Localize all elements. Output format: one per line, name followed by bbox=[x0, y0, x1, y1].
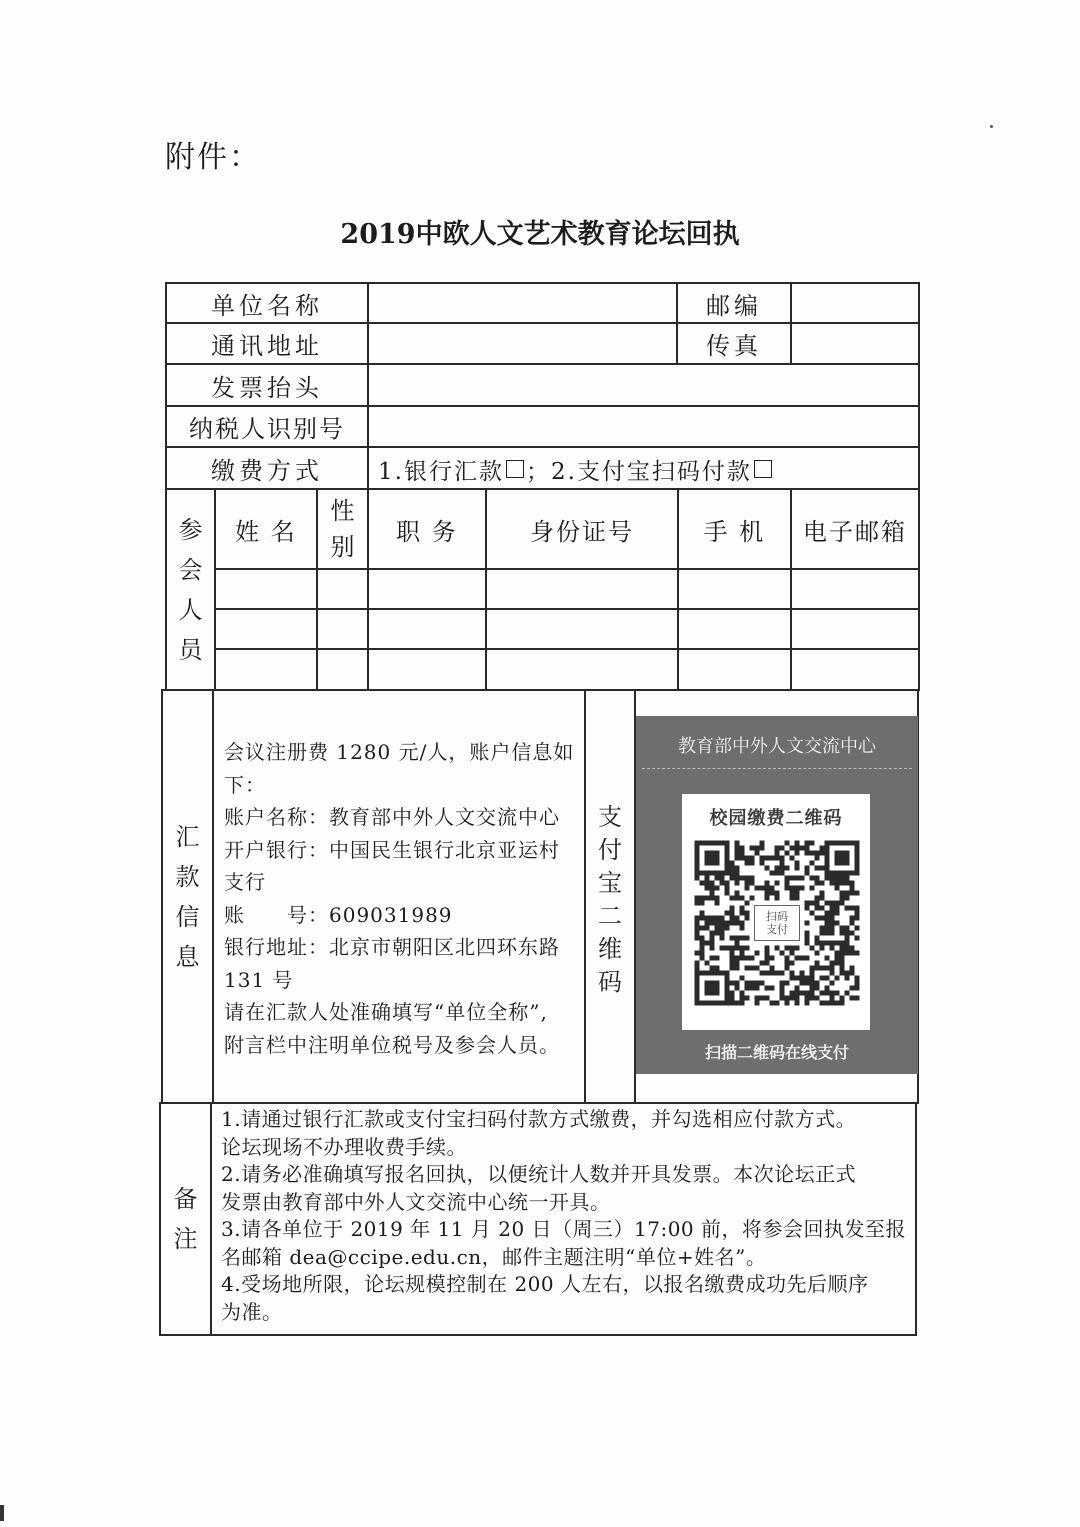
header-position: 职 务 bbox=[396, 517, 458, 546]
note-line: 4.受场地所限，论坛规模控制在 200 人左右，以报名缴费成功先后顺序 bbox=[221, 1272, 869, 1296]
payment-options bbox=[378, 449, 774, 489]
remittance-line: 支行 bbox=[224, 870, 266, 894]
note-line: 名邮箱 dea@ccipe.edu.cn，邮件主题注明“单位+姓名”。 bbox=[221, 1244, 767, 1269]
scan-speck bbox=[990, 125, 993, 128]
form-title: 2019中欧人文艺术教育论坛回执 bbox=[340, 219, 740, 250]
postcode-field[interactable] bbox=[792, 284, 918, 322]
table-border-right bbox=[918, 282, 920, 690]
table-rule bbox=[214, 568, 920, 570]
table-rule bbox=[214, 608, 920, 610]
table-rule bbox=[163, 689, 920, 691]
note-line: 3.请各单位于 2019 年 11 月 20 日（周三）17:00 前，将参会回执发至报 bbox=[221, 1217, 907, 1241]
attachment-label: 附件： bbox=[165, 140, 261, 175]
address-label: 通讯地址 bbox=[211, 332, 323, 360]
postcode-label: 邮编 bbox=[706, 291, 762, 320]
fax-label: 传真 bbox=[706, 332, 762, 360]
qr-panel-header: 教育部中外人文交流中心 bbox=[678, 736, 876, 757]
note-line: 发票由教育部中外人文交流中心统一开具。 bbox=[221, 1189, 611, 1214]
table-rule bbox=[161, 1102, 919, 1104]
qr-panel-footer: 扫描二维码在线支付 bbox=[704, 1043, 849, 1062]
bank-transfer-checkbox[interactable] bbox=[506, 460, 524, 478]
qr-panel-divider bbox=[642, 768, 912, 769]
unit-name-field[interactable] bbox=[369, 284, 676, 322]
remittance-line: 会议注册费 1280 元/人，账户信息如 bbox=[224, 740, 575, 764]
note-line: 为准。 bbox=[221, 1299, 283, 1324]
remittance-line: 请在汇款人处准确填写“单位全称”, bbox=[224, 1000, 548, 1024]
address-field[interactable] bbox=[369, 324, 676, 363]
remittance-line: 下： bbox=[224, 772, 266, 797]
remittance-line: 131 号 bbox=[224, 967, 294, 992]
qr-code-icon[interactable] bbox=[694, 838, 860, 1008]
scan-edge-mark bbox=[0, 1505, 4, 1521]
fax-field[interactable] bbox=[792, 324, 918, 363]
remittance-line: 开户银行：中国民生银行北京亚运村 bbox=[224, 837, 560, 862]
table-border-bottom bbox=[159, 1334, 917, 1336]
remittance-line: 账 号：609031989 bbox=[224, 902, 453, 927]
remittance-info bbox=[224, 736, 576, 1061]
payment-separator: ； bbox=[525, 458, 551, 485]
note-line: 论坛现场不办理收费手续。 bbox=[221, 1134, 467, 1159]
remittance-group-label: 汇 款 信 息 bbox=[175, 822, 200, 971]
attendees-group-label: 参 会 人 员 bbox=[178, 515, 203, 664]
header-id-number: 身份证号 bbox=[530, 517, 634, 546]
taxpayer-id-field[interactable] bbox=[369, 407, 918, 446]
invoice-title-field[interactable] bbox=[369, 365, 918, 405]
taxpayer-id-label: 纳税人识别号 bbox=[189, 415, 345, 443]
qr-center-text: 支付 bbox=[766, 923, 788, 936]
qr-card bbox=[682, 794, 870, 1030]
header-name: 姓 名 bbox=[235, 517, 297, 546]
qr-card-title: 校园缴费二维码 bbox=[709, 808, 843, 829]
remittance-line: 附言栏中注明单位税号及参会人员。 bbox=[224, 1032, 560, 1057]
table-rule bbox=[212, 689, 214, 1103]
payment-option-bank-label: 1.银行汇款 bbox=[378, 458, 504, 485]
unit-name-label: 单位名称 bbox=[211, 291, 323, 320]
table-rule bbox=[214, 648, 920, 650]
table-border-right bbox=[915, 1102, 917, 1336]
notes-group-label: 备 注 bbox=[173, 1185, 198, 1253]
qr-payment-panel bbox=[636, 716, 918, 1074]
remittance-line: 账户名称：教育部中外人文交流中心 bbox=[224, 805, 560, 829]
invoice-title-label: 发票抬头 bbox=[211, 373, 323, 402]
note-line: 1.请通过银行汇款或支付宝扫码付款方式缴费，并勾选相应付款方式。 bbox=[221, 1107, 857, 1131]
notes-text bbox=[221, 1106, 911, 1326]
header-email: 电子邮箱 bbox=[803, 517, 907, 546]
header-phone: 手 机 bbox=[703, 517, 766, 546]
payment-method-label: 缴费方式 bbox=[211, 456, 323, 485]
header-gender: 性 别 bbox=[330, 497, 355, 561]
alipay-checkbox[interactable] bbox=[754, 460, 772, 478]
alipay-qr-label: 支 付 宝 二 维 码 bbox=[598, 803, 622, 996]
remittance-line: 银行地址：北京市朝阳区北四环东路 bbox=[224, 935, 560, 959]
qr-center-text: 扫码 bbox=[766, 910, 788, 923]
note-line: 2.请务必准确填写报名回执，以便统计人数并开具发票。本次论坛正式 bbox=[221, 1162, 857, 1186]
table-rule bbox=[210, 1102, 212, 1336]
payment-option-alipay-label: 2.支付宝扫码付款 bbox=[550, 458, 752, 485]
